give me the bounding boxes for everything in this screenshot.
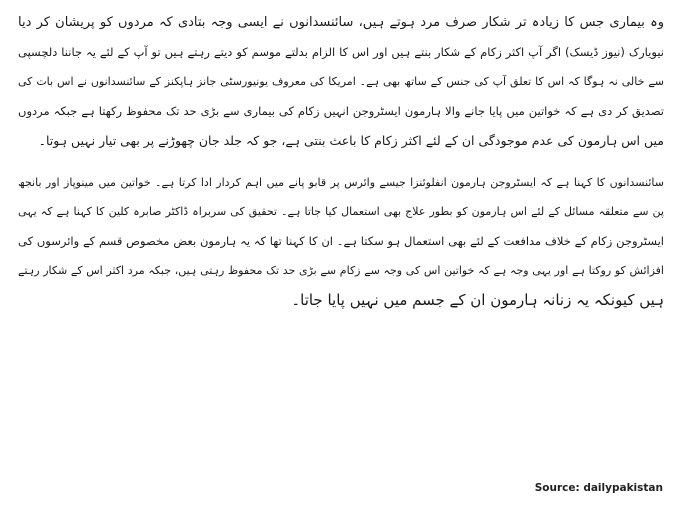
paragraph-line: تصدیق کر دی ہے کہ خواتین میں پایا جانے والا ہارمون ایسٹروجن انہیں زکام کی بیماری سے بڑی حد تک محفوظ رکھتا ہے جبکہ مردوں (18, 103, 664, 118)
paragraph-line: میں اس ہارمون کی عدم موجودگی ان کے لئے اکثر زکام کا باعث بنتی ہے، جو کہ جلد جان چھوڑنے پر بھی تیار نہیں ہوتا۔ (38, 133, 664, 148)
paragraph-line: وہ بیماری جس کا زیادہ تر شکار صرف مرد ہوتے ہیں، سائنسدانوں نے ایسی وجہ بتادی کہ مردوں کو پریشان کر دیا (18, 15, 664, 30)
paragraph-line: پن سے متعلقہ مسائل کے لئے اس ہارمون کو بطور علاج بھی استعمال کیا جاتا ہے۔ تحقیق کی سربراہ ڈاکٹر صابرہ کلین کا کہنا ہے کہ یہی (18, 205, 664, 218)
paragraph-line: سائنسدانوں کا کہنا ہے کہ ایسٹروجن ہارمون انفلوئنزا جیسے وائرس پر قابو پانے میں اہم کردار ادا کرتا ہے۔ خواتین میں مینوپاز اور بانجھ (18, 175, 664, 189)
paragraph-1 (18, 8, 664, 156)
paragraph-line: سے خالی نہ ہوگا کہ اس کا تعلق آپ کی جنس کے ساتھ بھی ہے۔ امریکا کی معروف یونیورسٹی جانز ہاپکنز کے سائنسدانوں نے اس بات کی (18, 75, 664, 88)
paragraph-line: افزائش کو روکتا ہے اور یہی وجہ ہے کہ خواتین اس کی وجہ سے زکام سے بڑی حد تک محفوظ رہتی ہیں، جبکہ مرد اکثر اس کے شکار رہتے (18, 264, 664, 277)
paragraph-line: نیویارک (نیوز ڈیسک) اگر آپ اکثر زکام کے شکار بنتے ہیں اور اس کا الزام بدلتے موسم کو دیتے رہتے ہیں تو آپ کے لئے یہ جاننا دلچسپی (18, 44, 664, 59)
paragraph-line: ایسٹروجن زکام کے خلاف مدافعت کے لئے بھی استعمال ہو سکتا ہے۔ ان کا کہنا تھا کہ یہ ہارمون بعض مخصوص قسم کے وائرسوں کی (18, 233, 664, 248)
source-credit: Source: dailypakistan (534, 482, 663, 494)
paragraph-2 (18, 168, 664, 316)
article-body (18, 8, 664, 315)
paragraph-line: ہیں کیونکہ یہ زنانہ ہارمون ان کے جسم میں نہیں پایا جاتا۔ (291, 290, 664, 309)
